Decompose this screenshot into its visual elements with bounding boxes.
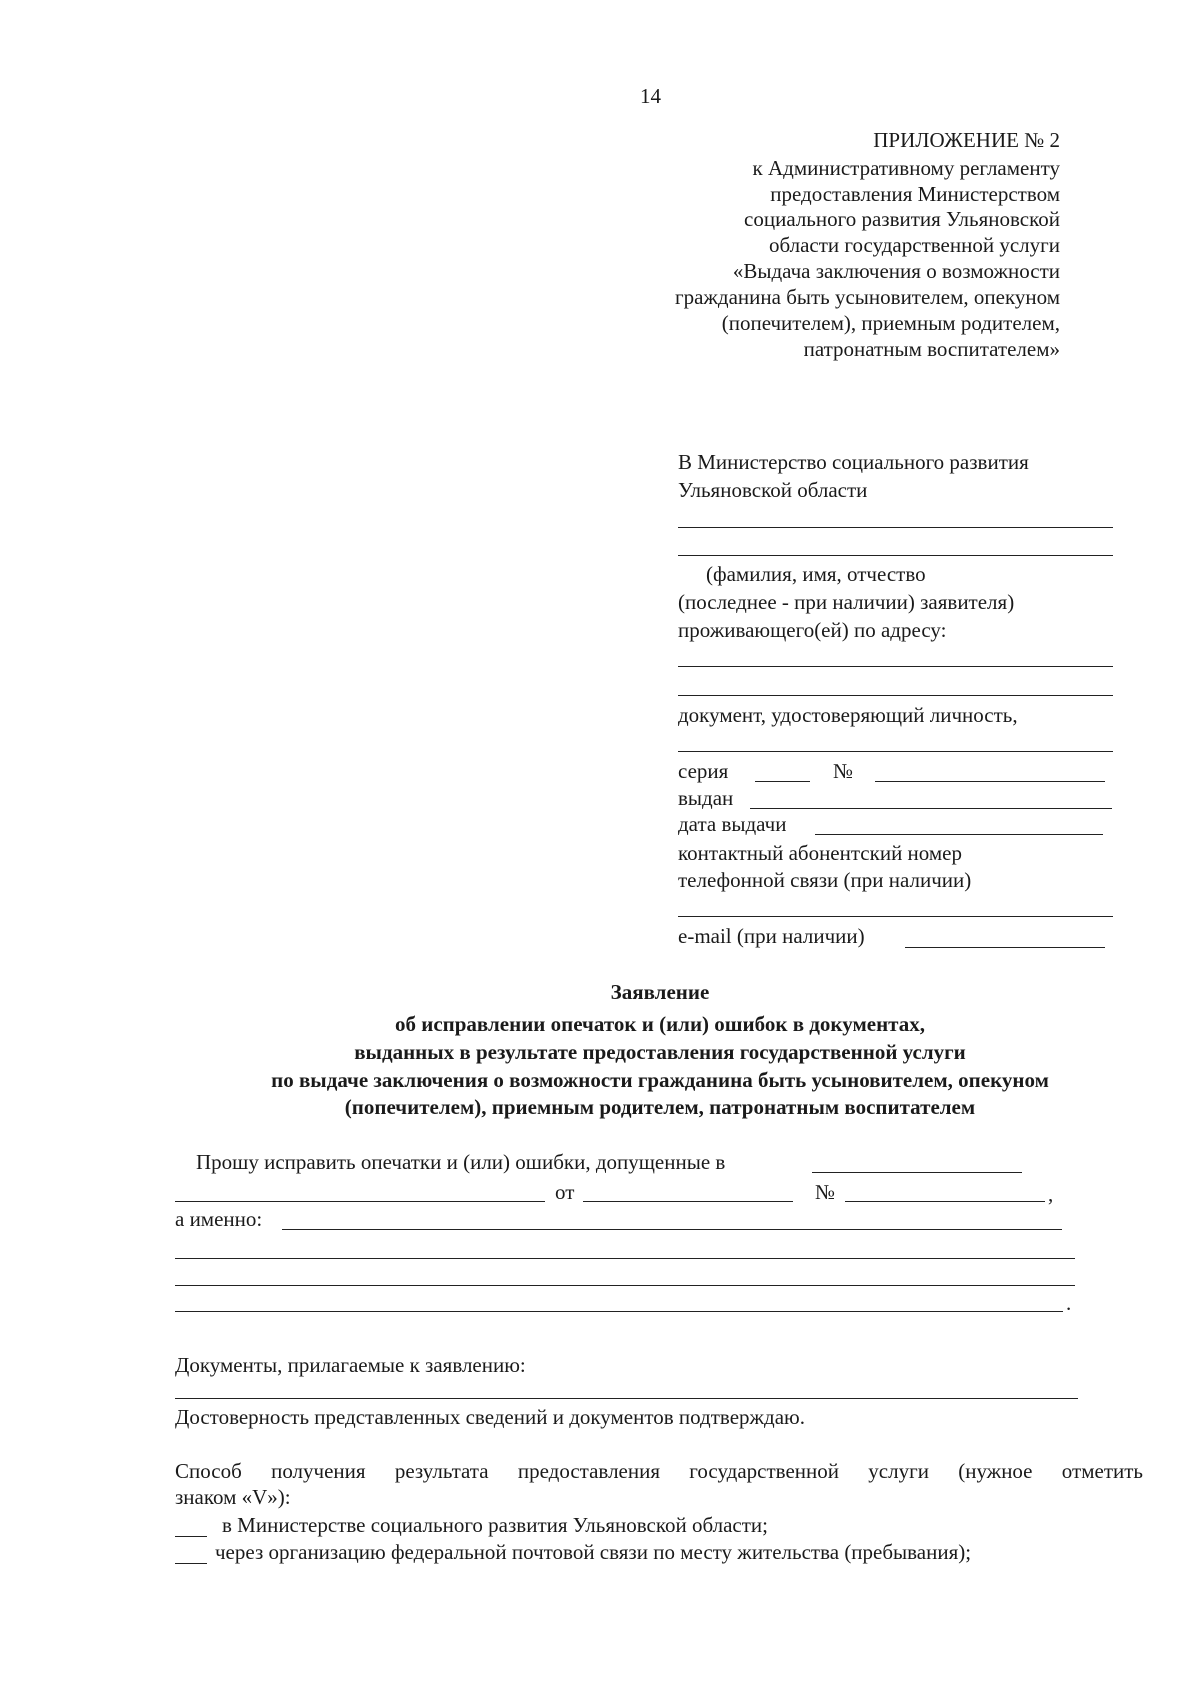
statement-subtitle: (попечителем), приемным родителем, патронатным воспитателем	[344, 1095, 976, 1119]
issue-date-label: дата выдачи	[678, 812, 787, 836]
document-name-field[interactable]	[812, 1172, 1022, 1173]
appendix-line: области государственной услуги	[768, 233, 1060, 257]
option-checkbox-ministry[interactable]	[175, 1536, 207, 1537]
applicant-name-line[interactable]	[678, 527, 1113, 528]
number-field[interactable]	[875, 781, 1105, 782]
page-number: 14	[640, 84, 661, 108]
method-intro-line2: знаком «V»):	[175, 1485, 291, 1509]
statement-subtitle: по выдаче заключения о возможности гражданина быть усыновителем, опекуном	[271, 1068, 1049, 1092]
attached-docs-field[interactable]	[175, 1398, 1078, 1399]
namely-field-1[interactable]	[282, 1229, 1062, 1230]
appendix-line: предоставления Министерством	[770, 182, 1060, 206]
namely-field-3[interactable]	[175, 1285, 1075, 1286]
fio-caption-1: (фамилия, имя, отчество	[706, 562, 926, 586]
option-checkbox-post[interactable]	[175, 1563, 207, 1564]
from-label: от	[555, 1180, 575, 1204]
address-line-1[interactable]	[678, 666, 1113, 667]
confirmation-text: Достоверность представленных сведений и документов подтверждаю.	[175, 1405, 805, 1429]
statement-title: Заявление	[610, 980, 710, 1004]
phone-label-1: контактный абонентский номер	[678, 841, 963, 865]
issued-label: выдан	[678, 786, 734, 810]
phone-field[interactable]	[678, 916, 1113, 917]
address-line-2[interactable]	[678, 695, 1113, 696]
period: .	[1066, 1291, 1072, 1315]
request-text: Прошу исправить опечатки и (или) ошибки, допущенные в	[196, 1150, 726, 1174]
issued-field[interactable]	[750, 808, 1112, 809]
addressee-to-line1: В Министерство социального развития	[678, 450, 1029, 474]
appendix-title: ПРИЛОЖЕНИЕ № 2	[873, 128, 1060, 152]
statement-subtitle: об исправлении опечаток и (или) ошибок в документах,	[394, 1012, 925, 1036]
addressee-to-line2: Ульяновской области	[678, 478, 868, 502]
issue-date-field[interactable]	[815, 834, 1103, 835]
document-date-field[interactable]	[583, 1201, 793, 1202]
appendix-line: «Выдача заключения о возможности	[732, 259, 1060, 283]
address-label: проживающего(ей) по адресу:	[678, 618, 947, 642]
doc-number-label: №	[815, 1180, 836, 1204]
appendix-line: (попечителем), приемным родителем,	[721, 311, 1060, 335]
namely-field-4[interactable]	[175, 1311, 1063, 1312]
id-document-label: документ, удостоверяющий личность,	[678, 703, 1018, 727]
applicant-name-line-2[interactable]	[678, 555, 1113, 556]
id-document-line[interactable]	[678, 751, 1113, 752]
appendix-line: гражданина быть усыновителем, опекуном	[674, 285, 1060, 309]
method-intro-line1: Способ получения результата предоставления государственной услуги (нужное отметить	[175, 1459, 1143, 1483]
option-ministry: в Министерстве социального развития Ульяновской области;	[222, 1513, 768, 1537]
email-label: e-mail (при наличии)	[678, 924, 865, 948]
email-field[interactable]	[905, 947, 1105, 948]
fio-caption-2: (последнее - при наличии) заявителя)	[678, 590, 1015, 614]
appendix-line: патронатным воспитателем»	[803, 337, 1060, 361]
comma: ,	[1048, 1182, 1054, 1206]
phone-label-2: телефонной связи (при наличии)	[678, 868, 972, 892]
document-number-field[interactable]	[845, 1201, 1045, 1202]
appendix-line: социального развития Ульяновской	[744, 207, 1060, 231]
namely-field-2[interactable]	[175, 1258, 1075, 1259]
document-line-field[interactable]	[175, 1201, 545, 1202]
number-label: №	[833, 759, 854, 783]
statement-subtitle: выданных в результате предоставления государственной услуги	[354, 1040, 966, 1064]
attached-docs-label: Документы, прилагаемые к заявлению:	[175, 1353, 526, 1377]
series-label: серия	[678, 759, 729, 783]
series-field[interactable]	[755, 781, 810, 782]
option-post: через организацию федеральной почтовой связи по месту жительства (пребывания);	[215, 1540, 972, 1564]
appendix-line: к Административному регламенту	[752, 156, 1060, 180]
namely-label: а именно:	[175, 1207, 263, 1231]
